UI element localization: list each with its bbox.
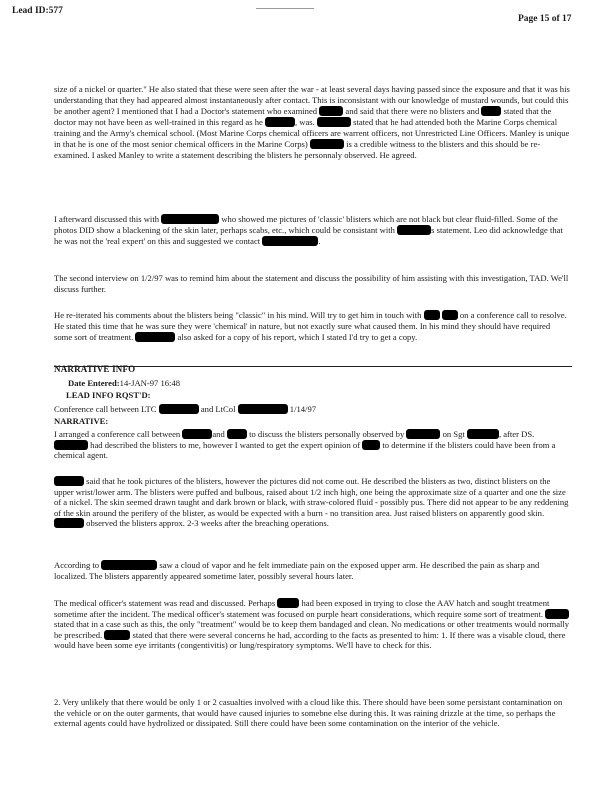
redaction [545,609,569,619]
redaction [397,225,431,235]
redaction [310,139,344,149]
redaction [135,332,175,342]
paragraph-6: said that he took pictures of the blisters, however the pictures did not come out. He described the blisters as two, distinct blisters on the upper wrist/lower arm. The blisters were puffed and bulbous, raised about 1/2 inch high, one being the approximate size of a quarter and one the size of a nickel. The skin seemed drawn taught and dark brown or black, with straw-colored fluid - possibly pus. There did not appear to be any reddening of the skin around the perifery of the blister, as would be expected with a burn - no transition area. Just raised blisters on apparently good skin. observed the blisters approx. 2-3 weeks after the breaching operations. [54,476,569,529]
redaction [277,598,299,608]
redaction [481,106,501,116]
narrative-label: NARRATIVE: [54,416,109,426]
redaction [424,310,440,320]
redaction [161,214,219,224]
redaction [54,476,84,486]
redaction [54,440,88,450]
paragraph-5: I arranged a conference call between and to discuss the blisters personally observed by on Sgt , after DS. had described the blisters to me, however I wanted to get the expert opinion of to determine if the blisters could have been from a chemical agent. [54,429,556,461]
redaction [467,429,499,439]
lead-info-label: LEAD INFO RQST'D: [66,390,151,400]
redaction [265,117,295,127]
redaction [101,560,157,570]
redaction [104,630,130,640]
redaction [262,236,318,246]
page-number: Page 15 of 17 [518,14,572,24]
redaction [442,310,458,320]
narrative-heading: NARRATIVE INFO [54,364,136,374]
redaction [319,106,343,116]
conference-line: Conference call between LTC and LtCol 1/14/97 [54,404,317,414]
redaction [227,429,247,439]
redaction [182,429,212,439]
paragraph-2: I afterward discussed this with who showed me pictures of 'classic' blisters which are not black but clear fluid-filled. Some of the photos DID show a blackening of the skin later, perhaps scabs, etc., which could be consistant with s statement. Leo did acknowledge that he was not the 'real expert' on this and suggested we contact . [54,214,563,246]
redaction [54,518,84,528]
lead-id: Lead ID:577 [12,6,63,16]
redaction [317,117,351,127]
redaction [159,404,199,414]
date-entered: Date Entered:14-JAN-97 16:48 [68,378,181,388]
redaction [238,404,288,414]
paragraph-3: The second interview on 1/2/97 was to remind him about the statement and discuss the possibility of him assisting with this investigation, TAD. We'll discuss further. [54,273,569,294]
redaction [362,440,380,450]
paragraph-4: He re-iterated his comments about the blisters being "classic" in his mind. Will try to get him in touch with on a conference call to resolve. He stated this time that he was sure they were 'chemical' in nature, but not exactly sure what caused them. In his mind they should have required some sort of treatment. also asked for a copy of his report, which I stated I'd try to get a copy. [54,310,567,342]
top-rule [256,8,314,9]
paragraph-8: The medical officer's statement was read and discussed. Perhaps had been exposed in trying to close the AAV hatch and sought treatment sometime after the incident. The medical officer's statement was focused on purple heart considerations, which require some sort of treatment. stated that in a case such as this, the only "treatment" would be to keep them bandaged and clean. No medications or other treatments would normally be prescribed. stated that there were several concerns he had, according to the facts as presented to him: 1. If there was a visable cloud, there would have been some eye irritants (congentivitis) or lung/respiratory symptoms. We'll have to check for this. [54,598,570,651]
redaction [406,429,440,439]
paragraph-1: size of a nickel or quarter." He also stated that these were seen after the war - at least several days having passed since the exposure and that it was his understanding that they had appeared almost instantaneously after contact. This is inconsistant with our knowledge of mustard wounds, but could this be another agent? I mentioned that I had a Doctor's statement who examined and said that there were no blisters and stated that the doctor may not have been as well-trained in this regard as he , was. stated that he had attended both the Marine Corps chemical training and the Army's chemical school. (Most Marine Corps chemical officers are warrent officers, not Unrestricted Line Officers. Manley is unique in that he is one of the most senior chemical officers in the Marine Corps) is a credible witness to the blisters and this should be re-examined. I asked Manley to write a statement describing the blisters he personnaly observed. He agreed. [54,84,570,160]
paragraph-7: According to saw a cloud of vapor and he felt immediate pain on the exposed upper arm. He described the pain as sharp and localized. The blisters apparently appeared sometime later, possibly several hours later. [54,560,540,581]
paragraph-9: 2. Very unlikely that there would be only 1 or 2 casualties involved with a cloud like this. There should have been some persistant contamination on the vehicle or on the outer garments, that would have caused injuries to somebne else during this. It was raining drizzle at the time, so perhaps the external agents could have hydrolized or dissipated. Still there could have been some contamination on the interior of the vehicle. [54,697,563,729]
